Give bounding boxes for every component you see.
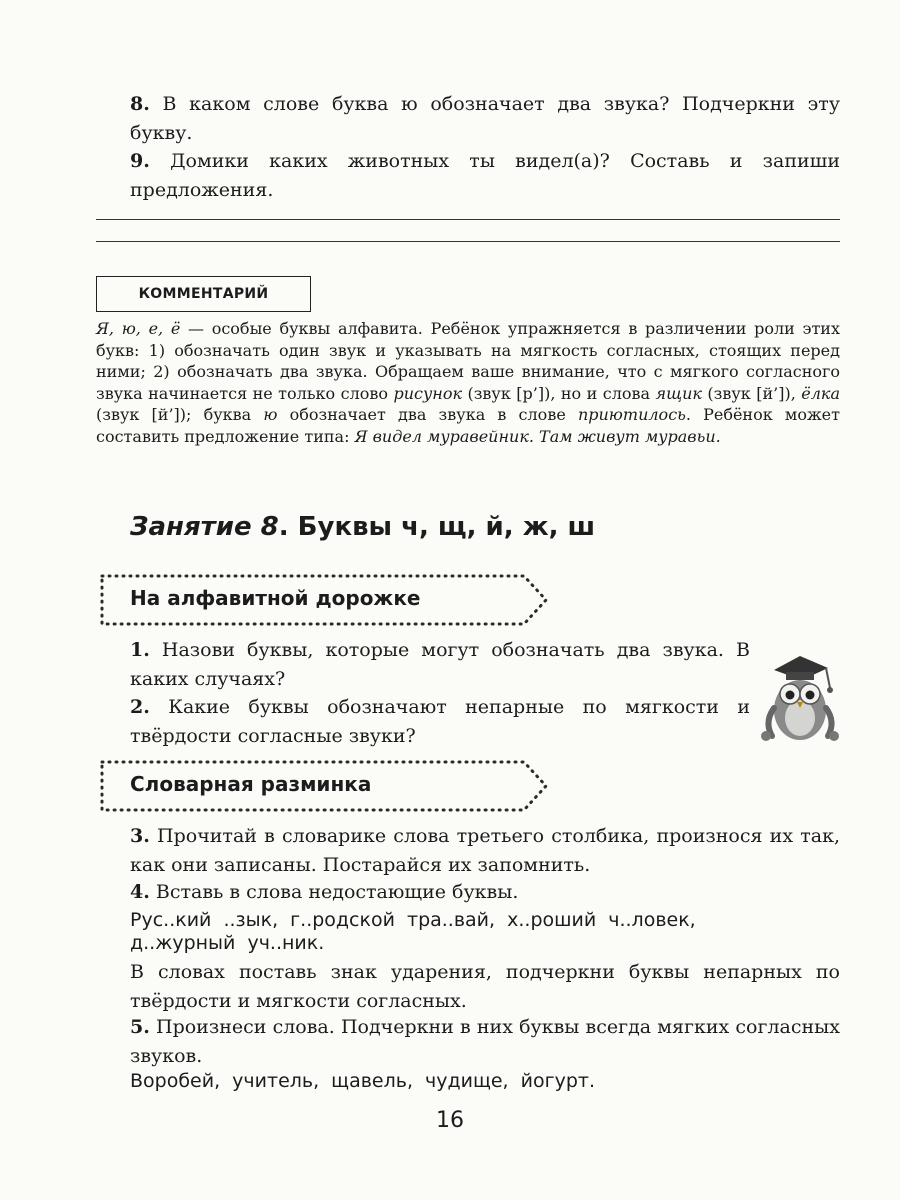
task-text: Какие буквы обозначают непарные по мягкости и твёрдости согласные звуки? [130,696,750,747]
comment-italic: ящик [655,383,702,403]
section-title: На алфавитной дорожке [130,586,421,610]
comment-italic: рисунок [393,383,462,403]
answer-line [96,241,840,242]
task-number: 9. [130,150,150,172]
comment-italic: ёлка [801,383,840,403]
task-text: Прочитай в словарике слова третьего столбика, произнося их так, как они записаны. Постарайся их запомнить. [130,825,840,876]
comment-plain: (звук [й’]); буква [96,405,264,424]
comment-plain: . Ребёнок может составить предложение типа: [96,405,841,446]
task-number: 2. [130,696,150,718]
task-4-words-line-1: Рус..кий ..зык, г..родской тра..вай, х..роший ч..ловек, [130,909,696,931]
comment-plain: — особые буквы алфавита. Ребёнок упражняется в различении роли этих букв: 1) обозначать один звук и указывать на мягкость согласных, стоящих перед ними; 2) обозначать два звука. Обращаем ваше внимание, что с мягкого согласного звука начинается не только слово [96,319,840,403]
task-text: Назови буквы, которые могут обозначать два звука. В каких случаях? [130,639,750,690]
comment-title: КОММЕНТАРИЙ [96,276,311,312]
task-9 [130,147,840,205]
comment-plain: (звук [р’]), но и слова [462,383,656,403]
comment-plain: (звук [й’]), [701,383,802,403]
task-1 [130,636,750,694]
task-number: 1. [130,639,150,661]
task-number: 5. [130,1016,150,1038]
task-number: 8. [130,93,150,115]
task-3 [130,822,840,880]
task-text: В каком слове буква ю обозначает два звука? Подчеркни эту букву. [130,93,840,144]
comment-text [96,318,840,447]
task-4 [130,878,840,907]
task-4-words-line-2: д..журный уч..ник. [130,932,325,954]
task-text: Домики каких животных ты видел(а)? Составь и запиши предложения. [130,150,840,201]
answer-line [96,219,840,220]
task-number: 4. [130,881,150,903]
task-5 [130,1013,840,1071]
owl-mascot-icon [756,648,842,744]
comment-plain: обозначает два звука в слове [277,405,578,424]
task-number: 3. [130,825,150,847]
comment-italic: приютилось [577,405,686,424]
comment-italic: ю [263,405,278,424]
page-number: 16 [436,1108,464,1133]
task-4-followup: В словах поставь знак ударения, подчеркни буквы непарных по твёрдости и мягкости согласных. [130,961,840,1012]
task-text: Произнеси слова. Подчеркни в них буквы всегда мягких согласных звуков. [130,1016,840,1067]
section-alphabet-path [98,572,558,628]
section-vocab-warmup [98,758,558,814]
task-5-words: Воробей, учитель, щавель, чудище, йогурт. [130,1070,596,1092]
comment-italic: Я, ю, е, ё [96,319,181,338]
task-text: Вставь в слова недостающие буквы. [155,881,519,903]
comment-italic: Я видел муравейник. Там живут муравьи. [354,426,721,446]
lesson-title [130,512,595,542]
lesson-label: Занятие 8 [130,512,279,542]
section-title: Словарная разминка [130,772,372,796]
lesson-topic: . Буквы ч, щ, й, ж, ш [278,512,596,542]
task-8 [130,90,840,148]
task-2 [130,693,750,751]
